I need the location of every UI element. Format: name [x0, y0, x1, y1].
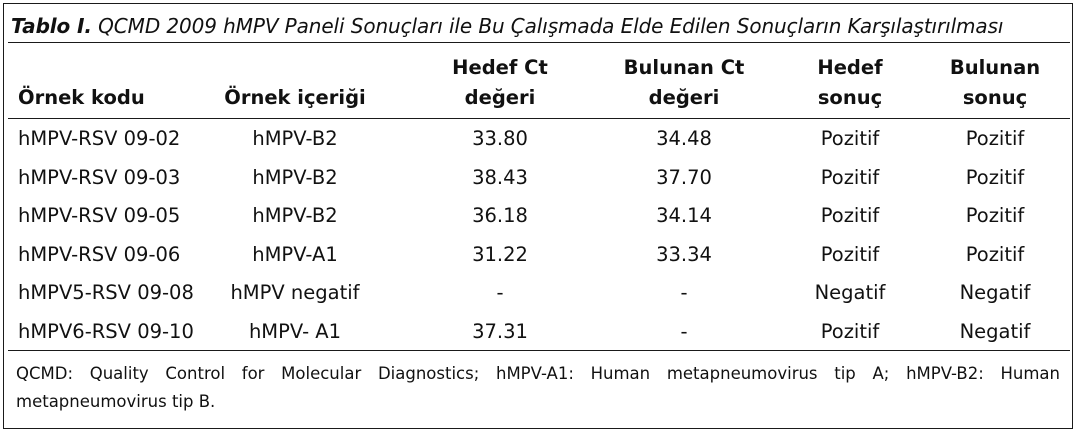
header-target-ct-line1: Hedef Ct	[452, 56, 548, 79]
table-caption	[11, 14, 1003, 38]
cell-found-ct: 34.48	[656, 127, 712, 150]
bottom-rule	[8, 350, 1070, 351]
header-sample-content-line2: Örnek içeriği	[224, 86, 366, 109]
cell-found-ct: 37.70	[656, 166, 712, 189]
cell-target-ct: 33.80	[472, 127, 528, 150]
cell-sample-code: hMPV-RSV 09-05	[18, 204, 181, 227]
cell-sample-content: hMPV- A1	[248, 320, 342, 343]
header-rule	[8, 118, 1070, 119]
cell-sample-code: hMPV5-RSV 09-08	[18, 281, 194, 304]
header-found-ct-line1: Bulunan Ct	[623, 56, 745, 79]
cell-target-result: Pozitif	[820, 127, 880, 150]
cell-target-result: Pozitif	[820, 204, 880, 227]
cell-target-result: Negatif	[814, 281, 886, 304]
cell-target-result: Pozitif	[820, 243, 880, 266]
top-rule	[8, 42, 1070, 43]
cell-sample-content: hMPV-B2	[252, 127, 338, 150]
cell-found-result: Pozitif	[965, 127, 1025, 150]
cell-found-result: Pozitif	[965, 166, 1025, 189]
cell-sample-content: hMPV negatif	[230, 281, 360, 304]
cell-found-result: Pozitif	[965, 243, 1025, 266]
cell-sample-code: hMPV-RSV 09-06	[18, 243, 181, 266]
header-sample-code-line2: Örnek kodu	[18, 86, 145, 109]
cell-target-ct: 36.18	[472, 204, 528, 227]
cell-sample-content: hMPV-B2	[252, 204, 338, 227]
cell-target-ct: 37.31	[472, 320, 528, 343]
cell-sample-code: hMPV6-RSV 09-10	[18, 320, 194, 343]
header-target-result-line1: Hedef	[817, 56, 883, 79]
table-caption-text: QCMD 2009 hMPV Paneli Sonuçları ile Bu Çalışmada Elde Edilen Sonuçların Karşılaştırılması	[98, 14, 1004, 38]
cell-target-ct: -	[496, 281, 504, 304]
cell-found-ct: 33.34	[656, 243, 712, 266]
header-found-result-line2: sonuç	[962, 86, 1028, 109]
cell-sample-content: hMPV-A1	[252, 243, 338, 266]
cell-target-result: Pozitif	[820, 320, 880, 343]
cell-found-result: Negatif	[959, 281, 1031, 304]
cell-found-ct: 34.14	[656, 204, 712, 227]
cell-sample-code: hMPV-RSV 09-03	[18, 166, 181, 189]
cell-found-ct: -	[680, 320, 688, 343]
cell-sample-code: hMPV-RSV 09-02	[18, 127, 181, 150]
cell-sample-content: hMPV-B2	[252, 166, 338, 189]
header-found-result-line1: Bulunan	[949, 56, 1041, 79]
cell-target-result: Pozitif	[820, 166, 880, 189]
header-target-result-line2: sonuç	[817, 86, 883, 109]
cell-target-ct: 31.22	[472, 243, 528, 266]
table-footnote: QCMD: Quality Control for Molecular Diagnostics; hMPV-A1: Human metapneumovirus tip A; hMPV-B2: Human metapneumovirus tip B.	[16, 364, 1060, 411]
table-caption-label: Tablo I.	[11, 14, 92, 38]
cell-target-ct: 38.43	[472, 166, 528, 189]
header-found-ct-line2: değeri	[648, 86, 720, 109]
cell-found-result: Negatif	[959, 320, 1031, 343]
cell-found-ct: -	[680, 281, 688, 304]
header-target-ct-line2: değeri	[464, 86, 536, 109]
cell-found-result: Pozitif	[965, 204, 1025, 227]
